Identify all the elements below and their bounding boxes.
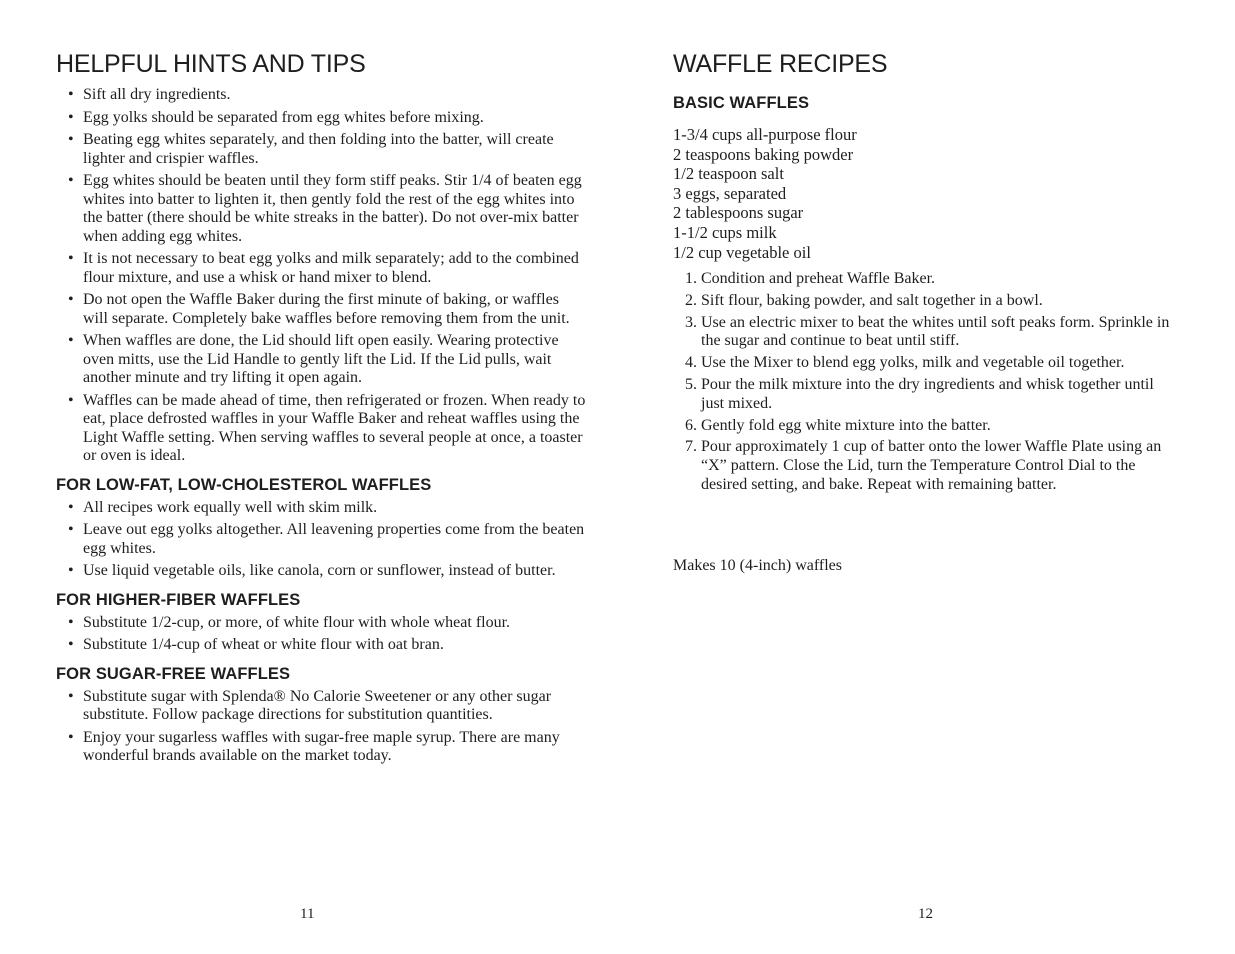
steps-list (673, 270, 1173, 498)
ingredient-item: 1-3/4 cups all-purpose flour (673, 125, 857, 144)
ingredient-item: 1/2 cup vegetable oil (673, 242, 811, 262)
bullet-text: When waffles are done, the Lid should lift open easily. Wearing protective oven mitts, use the Lid Handle to gently lift the Lid. If the Lid pulls, wait another minute and try lifting it open again. (83, 332, 559, 386)
step-number: 6. (685, 416, 697, 434)
step-number: 5. (685, 375, 697, 393)
bullet-text: It is not necessary to beat egg yolks and milk separately; add to the combined flour mixture, and use a whisk or hand mixer to blend. (83, 250, 579, 286)
section-list (56, 499, 586, 581)
hints-body (56, 86, 586, 770)
bullet-item (56, 729, 586, 766)
bullet-dot-icon: • (68, 521, 74, 538)
step-number: 4. (685, 354, 697, 372)
bullet-dot-icon: • (68, 108, 74, 126)
page-title-recipes: WAFFLE RECIPES (673, 50, 888, 78)
bullet-item (56, 250, 586, 287)
step-item (673, 376, 1173, 414)
bullet-dot-icon: • (68, 687, 74, 705)
section-list (56, 614, 586, 655)
bullet-dot-icon: • (68, 498, 74, 516)
bullet-dot-icon: • (68, 86, 74, 103)
ingredient-item: 1-1/2 cups milk (673, 222, 777, 242)
page-number-left: 11 (300, 906, 315, 922)
bullet-dot-icon: • (68, 391, 74, 409)
step-number: 1. (685, 270, 697, 287)
bullet-text: Substitute sugar with Splenda® No Calorie Sweetener or any other sugar substitute. Follow package directions for substitution quantities. (83, 687, 552, 723)
bullet-dot-icon: • (68, 250, 74, 267)
step-number: 2. (685, 291, 697, 309)
bullet-item (56, 172, 586, 246)
bullet-text: Sift all dry ingredients. (83, 86, 231, 103)
bullet-item (56, 131, 586, 168)
bullet-text: Leave out egg yolks altogether. All leavening properties come from the beaten egg whites. (83, 521, 585, 557)
step-number: 3. (685, 313, 697, 331)
bullet-dot-icon: • (68, 172, 74, 189)
bullet-item (56, 332, 586, 388)
bullet-dot-icon: • (68, 291, 74, 308)
bullet-item (56, 86, 586, 105)
step-text: Pour the milk mixture into the dry ingredients and whisk together until just mixed. (701, 375, 1154, 412)
bullet-item (56, 291, 586, 328)
section-list (56, 688, 586, 766)
ingredient-item: 2 teaspoons baking powder (673, 144, 854, 164)
tips-list (56, 86, 586, 466)
step-text: Sift flour, baking powder, and salt together in a bowl. (701, 291, 1043, 309)
bullet-item (56, 688, 586, 725)
bullet-item (56, 562, 586, 581)
bullet-text: Beating egg whites separately, and then folding into the batter, will create lighter and crispier waffles. (83, 131, 554, 167)
step-text: Condition and preheat Waffle Baker. (701, 270, 936, 287)
step-text: Pour approximately 1 cup of batter onto the lower Waffle Plate using an “X” pattern. Close the Lid, turn the Temperature Control Dial to the desired setting, and bake. Repeat with remaining batter. (701, 438, 1162, 493)
bullet-text: Egg yolks should be separated from egg whites before mixing. (83, 108, 484, 126)
bullet-dot-icon: • (68, 131, 74, 148)
step-item (673, 292, 1173, 311)
section-heading: FOR HIGHER-FIBER WAFFLES (56, 590, 301, 609)
page-title-hints: HELPFUL HINTS AND TIPS (56, 50, 366, 78)
bullet-text: Enjoy your sugarless waffles with sugar-free maple syrup. There are many wonderful brands available on the market today. (83, 728, 560, 764)
bullet-text: Substitute 1/4-cup of wheat or white flour with oat bran. (83, 636, 444, 653)
bullet-item (56, 521, 586, 558)
ingredient-item: 2 tablespoons sugar (673, 203, 804, 223)
section-heading: FOR SUGAR-FREE WAFFLES (56, 664, 291, 683)
step-item (673, 417, 1173, 436)
bullet-text: Substitute 1/2-cup, or more, of white flour with whole wheat flour. (83, 613, 511, 631)
step-number: 7. (685, 438, 697, 456)
recipe-yield: Makes 10 (4-inch) waffles (673, 557, 842, 574)
section-heading: FOR LOW-FAT, LOW-CHOLESTEROL WAFFLES (56, 475, 432, 494)
bullet-text: All recipes work equally well with skim milk. (83, 498, 378, 516)
bullet-text: Use liquid vegetable oils, like canola, corn or sunflower, instead of butter. (83, 562, 556, 579)
bullet-dot-icon: • (68, 636, 74, 653)
step-item (673, 314, 1173, 352)
bullet-text: Do not open the Waffle Baker during the first minute of baking, or waffles will separate. Completely bake waffles before removing them from the unit. (83, 291, 570, 327)
step-text: Use the Mixer to blend egg yolks, milk and vegetable oil together. (701, 354, 1125, 372)
bullet-text: Waffles can be made ahead of time, then refrigerated or frozen. When ready to eat, place defrosted waffles in your Waffle Baker and reheat waffles using the Light Waffle setting. When serving waffles to several people at once, a toaster or oven is ideal. (83, 391, 586, 464)
tips-sections (56, 476, 586, 766)
ingredients-list (673, 125, 857, 262)
bullet-dot-icon: • (68, 562, 74, 579)
ingredient-item: 3 eggs, separated (673, 183, 787, 203)
step-text: Gently fold egg white mixture into the batter. (701, 416, 991, 434)
step-item (673, 438, 1173, 494)
bullet-item (56, 109, 586, 128)
bullet-dot-icon: • (68, 332, 74, 349)
bullet-dot-icon: • (68, 728, 74, 746)
bullet-item (56, 392, 586, 466)
ingredient-item: 1/2 teaspoon salt (673, 164, 784, 184)
step-text: Use an electric mixer to beat the whites until soft peaks form. Sprinkle in the sugar and continue to beat until stiff. (701, 313, 1170, 350)
bullet-item (56, 636, 586, 655)
bullet-dot-icon: • (68, 613, 74, 631)
bullet-item (56, 614, 586, 633)
bullet-item (56, 499, 586, 518)
recipe-title: BASIC WAFFLES (673, 94, 810, 112)
step-item (673, 270, 1173, 289)
step-item (673, 354, 1173, 373)
bullet-text: Egg whites should be beaten until they form stiff peaks. Stir 1/4 of beaten egg whites into batter to lighten it, then gently fold the rest of the egg whites into the batter (there should be white streaks in the batter). Do not over-mix batter when adding egg whites. (83, 172, 582, 245)
page-number-right: 12 (918, 906, 933, 922)
